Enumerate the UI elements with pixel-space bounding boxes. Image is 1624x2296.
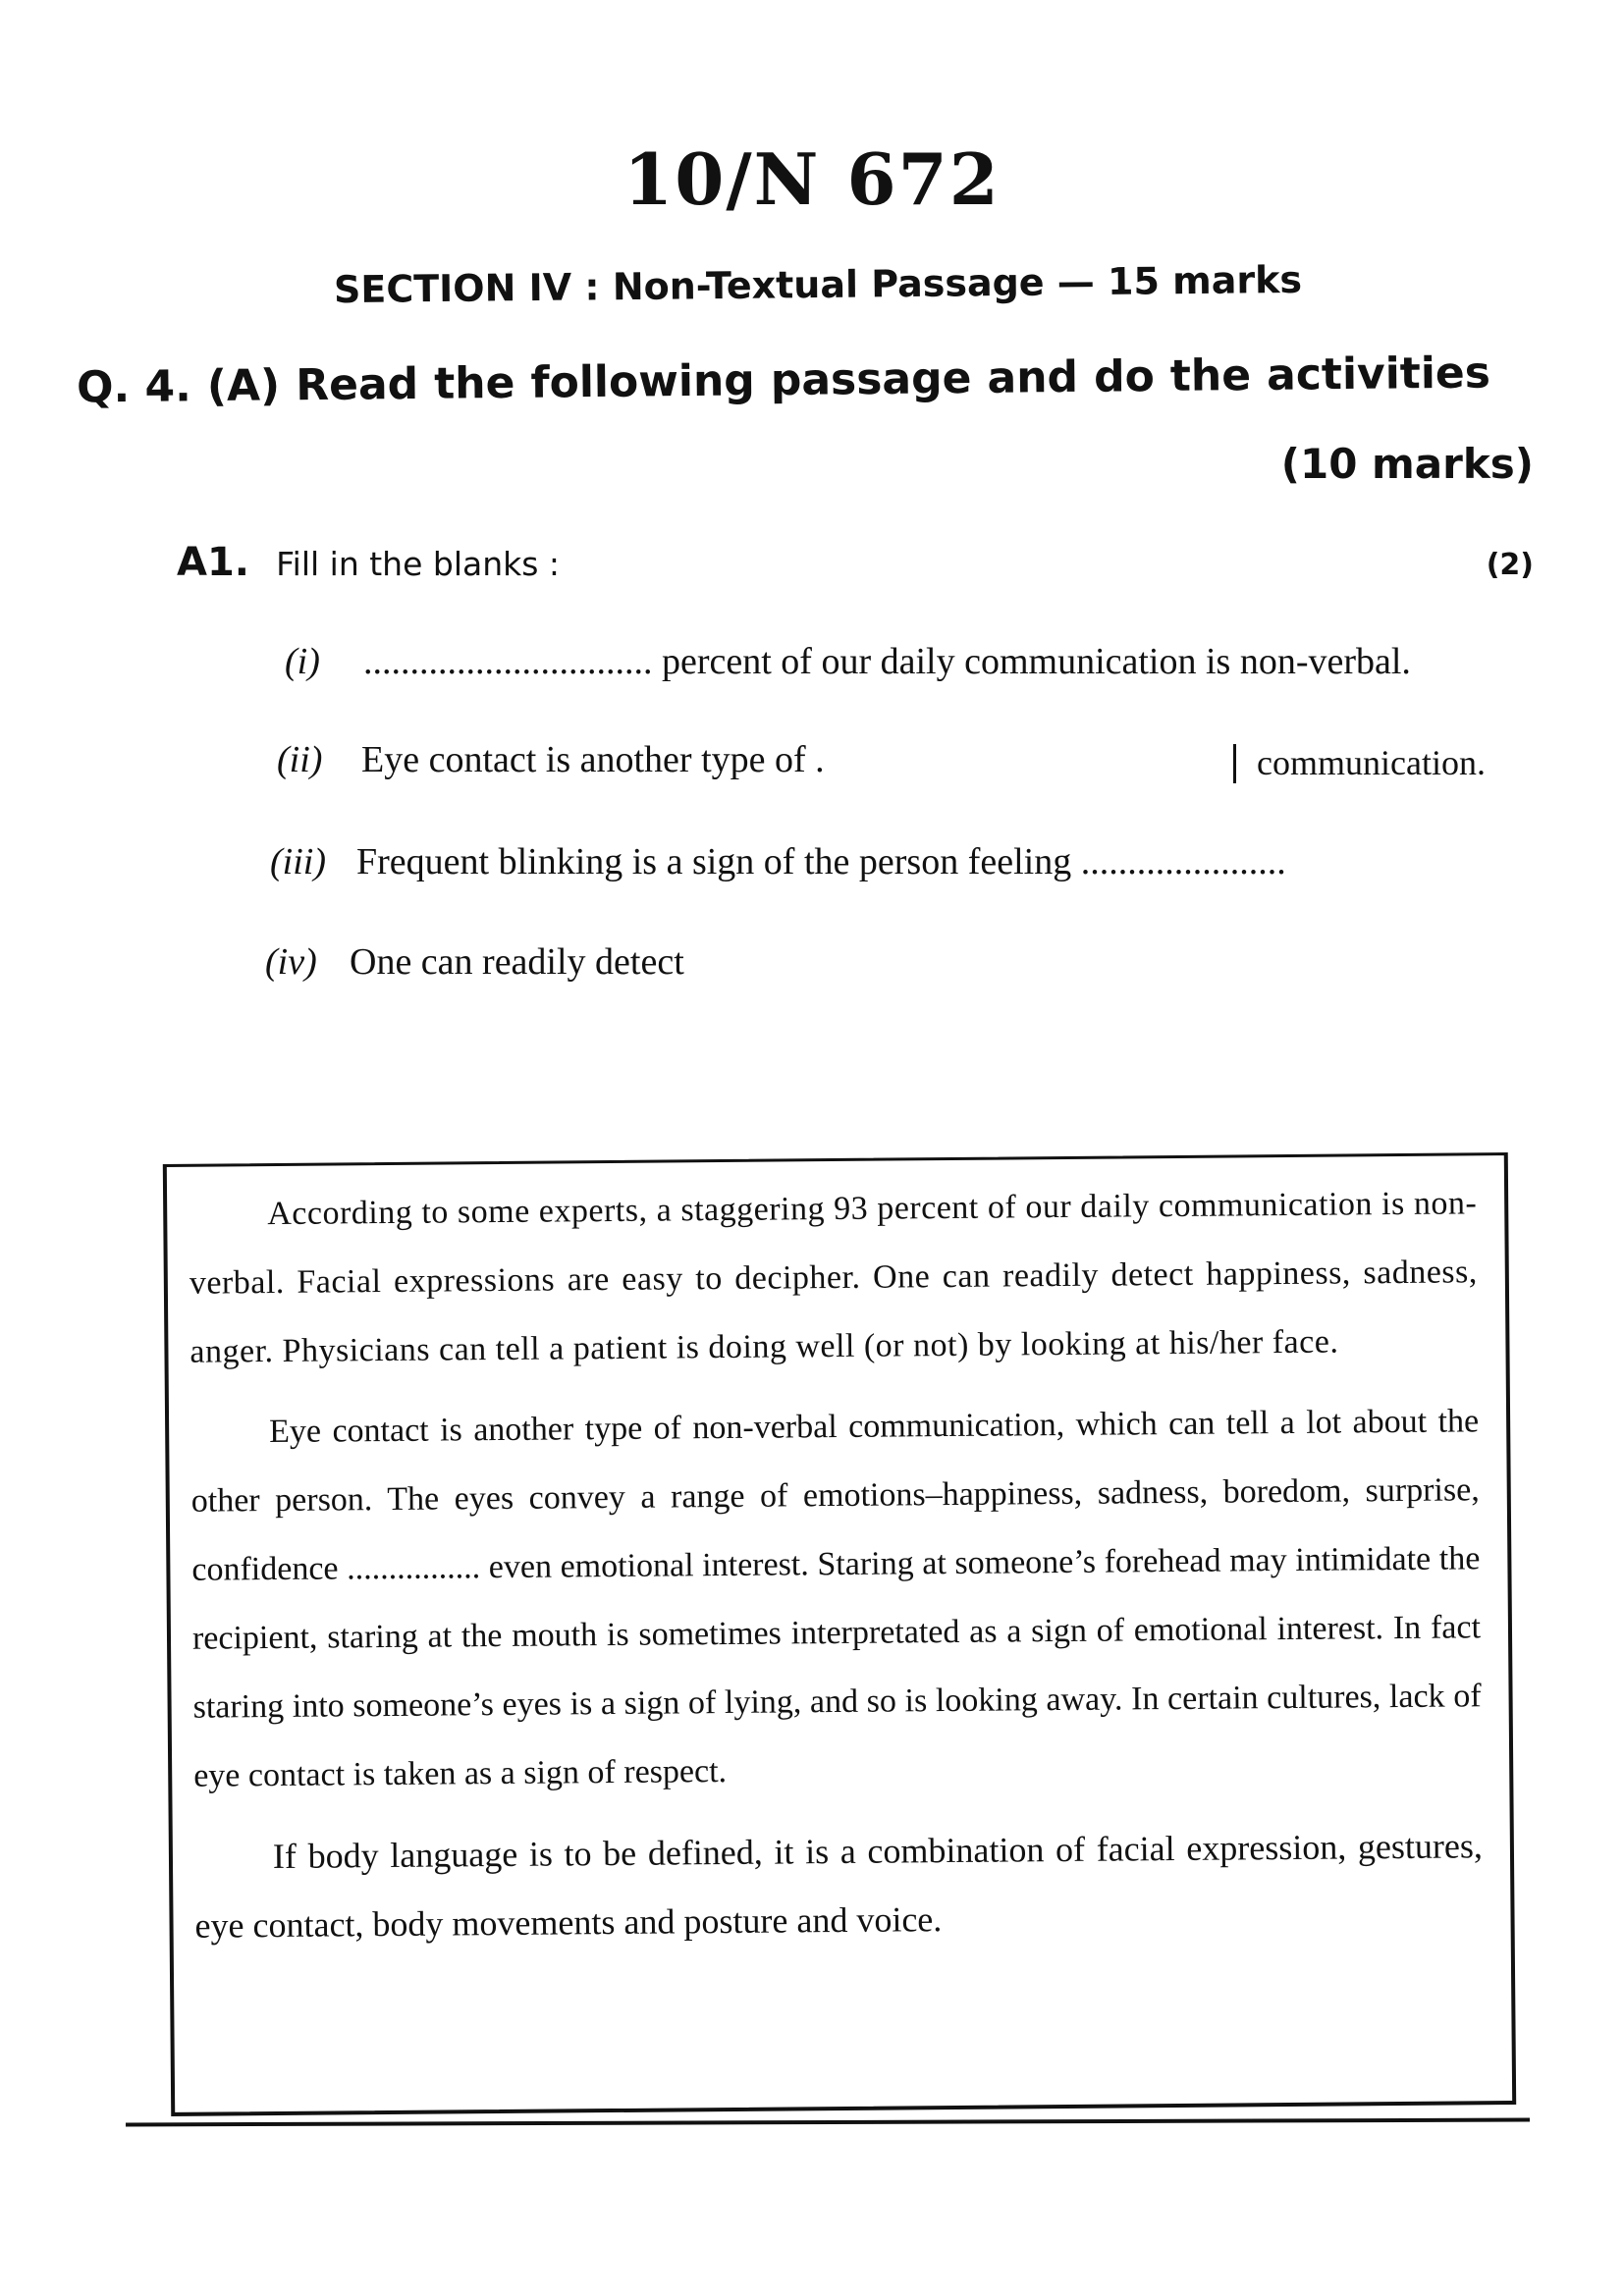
- section-heading: SECTION IV : Non-Textual Passage — 15 marks: [333, 257, 1303, 312]
- question-word: activities: [1266, 347, 1491, 400]
- question-word: Read: [295, 358, 419, 411]
- passage-paragraph: [189, 1169, 1479, 1386]
- paragraph-text: According to some experts, a staggering 93 percent of our daily communication is non-verbal. Facial expressions are easy to decipher. One can readily detect happiness, sadness, anger. Physicians can tell a patient is doing well (or not) by looking at his/her face.: [189, 1185, 1478, 1370]
- blank-item: [277, 738, 825, 781]
- item-numeral: (iv): [265, 941, 317, 983]
- activity-marks: (2): [1486, 548, 1534, 582]
- activity-instruction: Fill in the blanks :: [276, 545, 561, 583]
- blank-item: [270, 840, 1286, 883]
- question-part: (A): [206, 360, 281, 412]
- pen-mark: [1233, 744, 1236, 783]
- blank-item: [265, 940, 684, 984]
- paragraph-text: If body language is to be defined, it is a combination of facial expression, gestures, eye contact, body movements and posture and voice.: [194, 1826, 1484, 1946]
- question-word: the: [1169, 350, 1252, 401]
- activity-number: A1.: [177, 540, 249, 585]
- passage-paragraph: [194, 1811, 1484, 1959]
- question-number: Q. 4.: [76, 361, 192, 413]
- question-word: following: [530, 355, 756, 408]
- question-word: and: [987, 351, 1079, 403]
- item-text: Eye contact is another type of .: [361, 739, 825, 780]
- question-marks: (10 marks): [1280, 440, 1534, 488]
- item-numeral: (i): [285, 641, 320, 682]
- passage-box: [163, 1152, 1516, 2116]
- paper-code: 10/N 672: [623, 137, 1001, 221]
- question-word: the: [433, 357, 515, 409]
- item-text: ............................... percent of our daily communication is non-verbal.: [363, 641, 1411, 682]
- paragraph-text: Eye contact is another type of non-verbal communication, which can tell a lot about the other person. The eyes convey a range of emotions–happiness, sadness, boredom, surprise, confidence ................ even emotional interest. Staring at someone’s forehead may intimidate the recipient, staring at the mouth is sometimes interpretated as a sign of emotional interest. In fact staring into someone’s eyes is a sign of lying, and so is looking away. In certain cultures, lack of eye contact is taken as a sign of respect.: [190, 1403, 1482, 1794]
- item-numeral: (iii): [270, 841, 326, 882]
- activity-heading: [177, 540, 560, 585]
- item-text-end: communication.: [1257, 743, 1486, 782]
- item-text: One can readily detect: [350, 941, 684, 983]
- blank-item: [285, 640, 1411, 683]
- item-text: Frequent blinking is a sign of the person feeling ......................: [356, 841, 1286, 882]
- passage-paragraph: [190, 1387, 1483, 1810]
- question-word: passage: [770, 352, 972, 406]
- bottom-rule: [126, 2118, 1530, 2127]
- item-numeral: (ii): [277, 739, 323, 780]
- question-heading: [77, 347, 1490, 412]
- question-word: do: [1093, 351, 1156, 402]
